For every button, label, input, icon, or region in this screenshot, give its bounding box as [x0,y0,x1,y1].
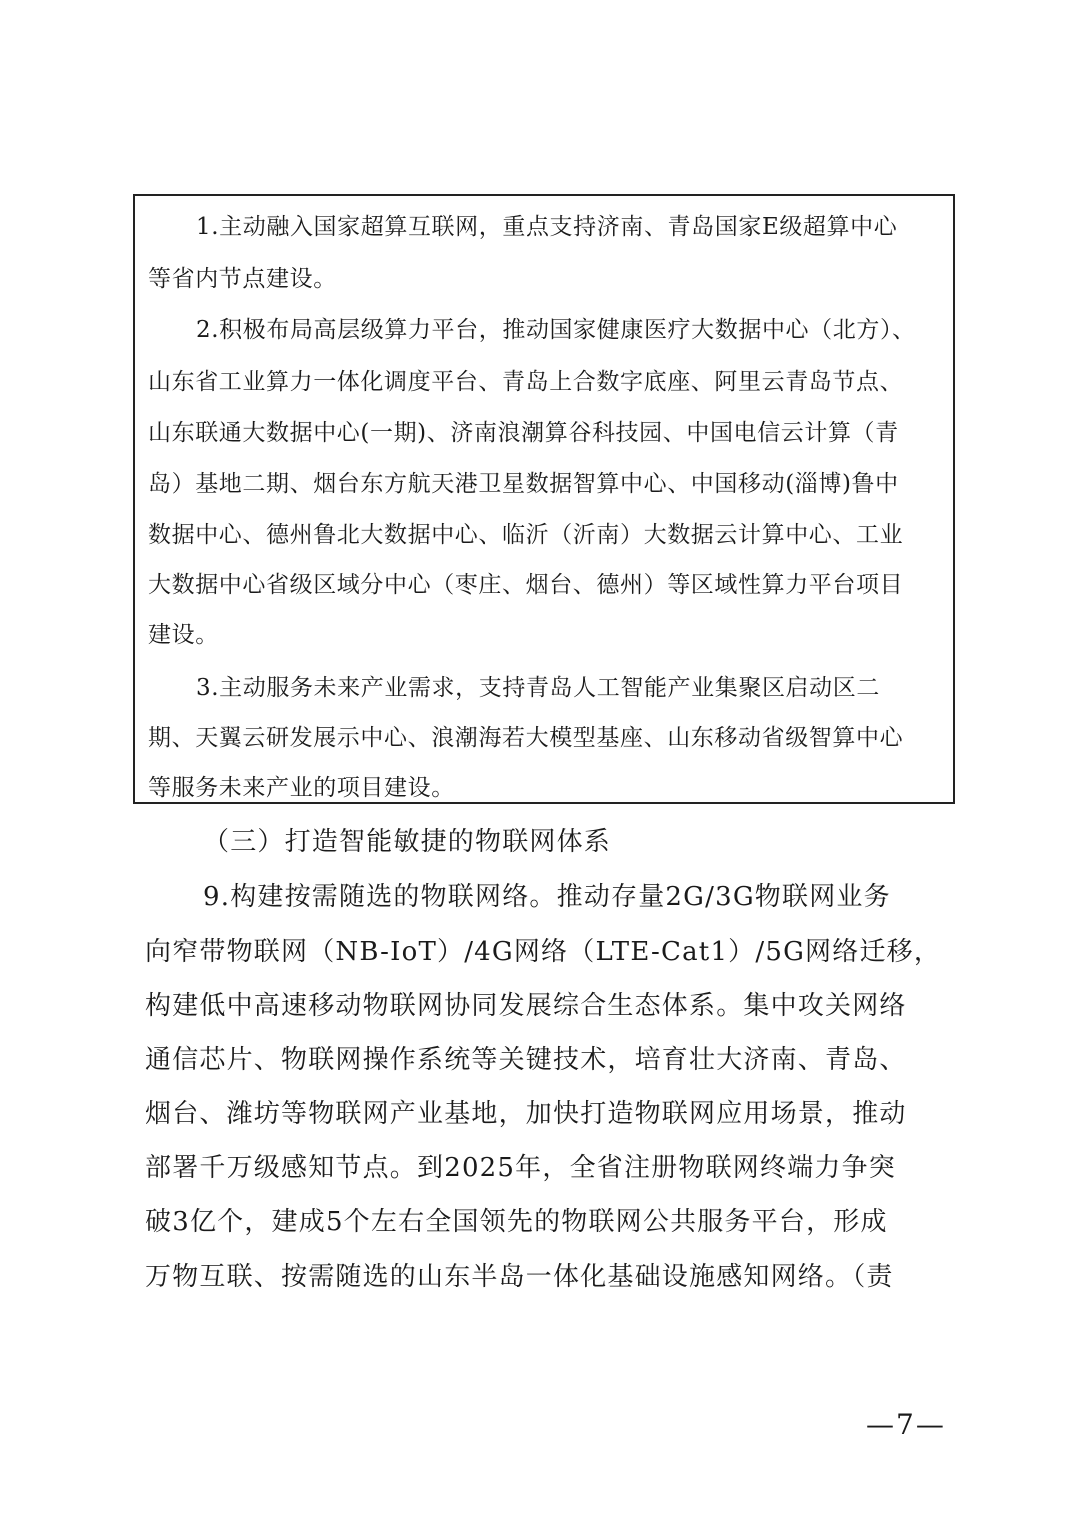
paragraph-line-4: 通信芯片、物联网操作系统等关键技术，培育壮大济南、青岛、 [145,1045,907,1075]
paragraph-line-3: 构建低中高速移动物联网协同发展综合生态体系。集中攻关网络 [145,991,907,1021]
section-heading: （三）打造智能敏捷的物联网体系 [203,827,612,857]
box-item-2-line-7: 建设。 [148,622,219,648]
box-item-3-line-2: 期、天翼云研发展示中心、浪潮海若大模型基座、山东移动省级智算中心 [148,725,904,751]
paragraph-line-8: 万物互联、按需随选的山东半岛一体化基础设施感知网络。（责 [145,1262,894,1292]
paragraph-line-7: 破3亿个，建成5个左右全国领先的物联网公共服务平台，形成 [145,1207,888,1237]
box-item-2-line-4: 岛）基地二期、烟台东方航天港卫星数据智算中心、中国移动(淄博)鲁中 [148,471,899,497]
box-item-1-line-1: 1.主动融入国家超算互联网，重点支持济南、青岛国家E级超算中心 [196,214,898,240]
box-item-2-line-2: 山东省工业算力一体化调度平台、青岛上合数字底座、阿里云青岛节点、 [148,369,904,395]
paragraph-line-6: 部署千万级感知节点。到2025年，全省注册物联网终端力争突 [145,1153,896,1183]
paragraph-line-5: 烟台、潍坊等物联网产业基地，加快打造物联网应用场景，推动 [145,1099,907,1129]
box-item-2-line-5: 数据中心、德州鲁北大数据中心、临沂（沂南）大数据云计算中心、工业 [148,522,904,548]
box-item-3-line-1: 3.主动服务未来产业需求，支持青岛人工智能产业集聚区启动区二 [196,675,880,701]
box-item-2-line-6: 大数据中心省级区域分中心（枣庄、烟台、德州）等区域性算力平台项目 [148,572,904,598]
page-number: —7— [866,1408,946,1441]
paragraph-line-1: 9.构建按需随选的物联网络。推动存量2G/3G物联网业务 [203,882,891,912]
box-item-2-line-1: 2.积极布局高层级算力平台，推动国家健康医疗大数据中心（北方）、 [196,317,916,343]
box-item-2-line-3: 山东联通大数据中心(一期)、济南浪潮算谷科技园、中国电信云计算（青 [148,420,899,446]
box-item-1-line-2: 等省内节点建设。 [148,266,337,292]
box-item-3-line-3: 等服务未来产业的项目建设。 [148,775,455,801]
paragraph-line-2: 向窄带物联网（NB-IoT）/4G网络（LTE-Cat1）/5G网络迁移， [145,937,942,967]
